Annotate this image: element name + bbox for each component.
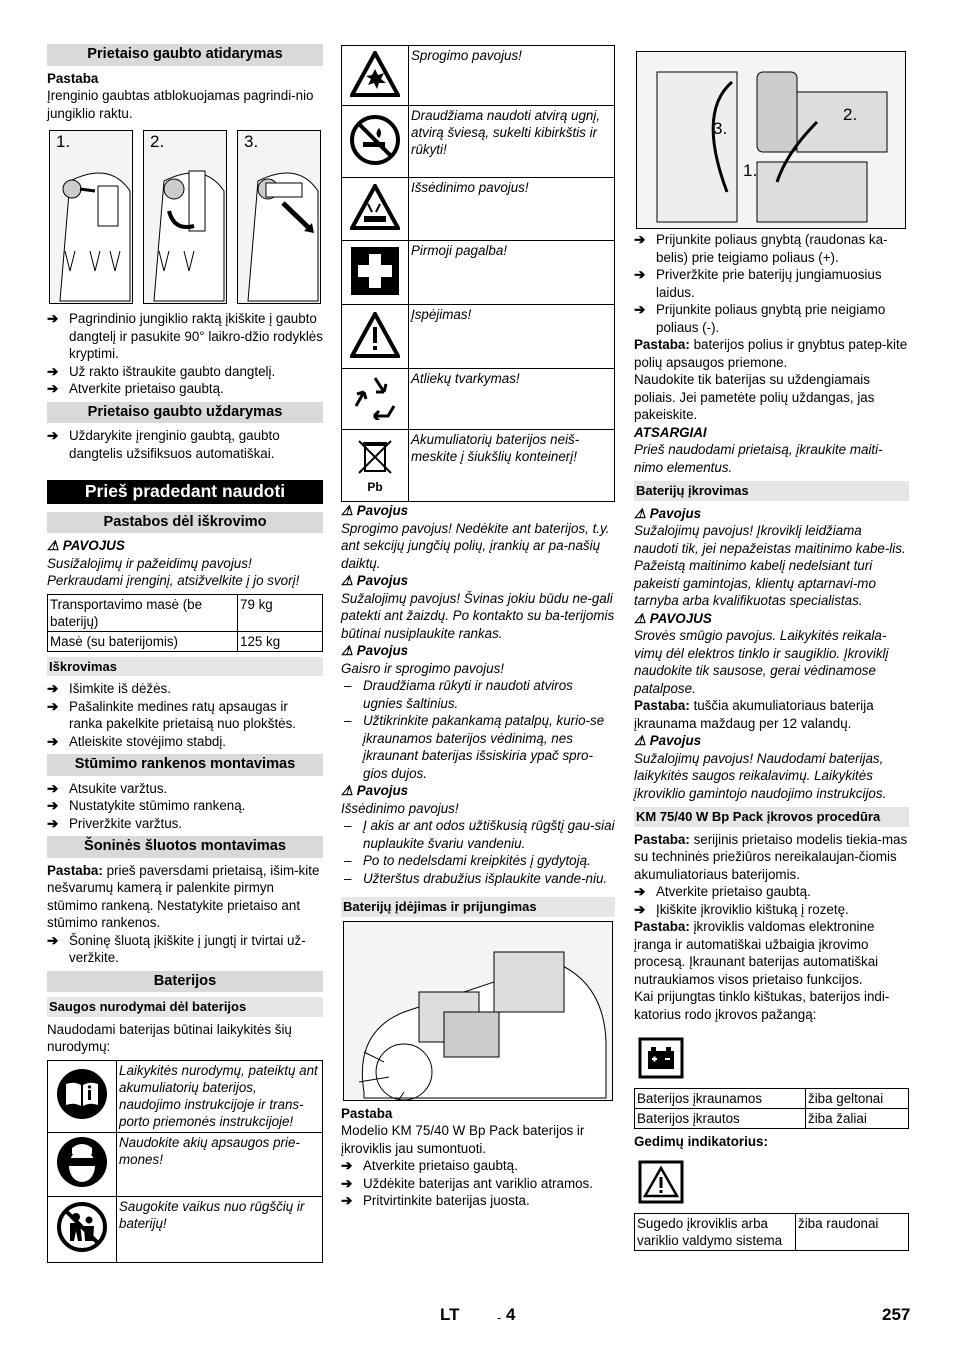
warning-text: Išsėdinimo pavojus!: [341, 800, 459, 816]
arrow-icon: ➔: [47, 381, 59, 396]
figure-step-3: [237, 130, 321, 304]
paragraph: Naudokite tik baterijas su uždengiamais poliais. Jei pametėte polių uždangas, jas pakeiskite.: [634, 372, 875, 422]
caution-text: Prieš naudodami prietaisą, įkraukite maiti-nimo elementus.: [634, 442, 883, 475]
arrow-icon: ➔: [634, 267, 646, 282]
arrow-icon: ➔: [47, 815, 59, 831]
footer-section-number: 4: [506, 1305, 516, 1324]
arrow-icon: ➔: [634, 884, 646, 899]
warning-text: Gaisro ir sprogimo pavojus!: [341, 660, 504, 676]
figure-step-1: [49, 130, 133, 304]
figure-number: 1.: [743, 161, 758, 180]
list-item: – Į akis ar ant odos užtiškusią rūgštį gau-siai nuplaukite švariu vandeniu.: [344, 818, 615, 851]
table-row: Pirmoji pagalba!: [342, 241, 615, 305]
cover-pull-illustration: [238, 131, 320, 303]
warning-icon: [342, 305, 409, 369]
table-row: Draudžiama naudoti atvirą ugnį, atvirą šviesą, sukelti kibirkštis ir rūkyti!: [342, 106, 615, 178]
list-item: ➔ Pašalinkite medines ratų apsaugas ir ranka pakelkite prietaisą nuo plokštės.: [47, 698, 297, 731]
arrow-icon: ➔: [47, 311, 59, 326]
key-insert-illustration: [50, 131, 132, 303]
arrow-icon: ➔: [47, 932, 59, 948]
step-number: 3.: [244, 132, 259, 151]
cover-opening-figure: [47, 128, 323, 308]
warning-label: ⚠ Pavojus: [634, 733, 702, 748]
children-icon: [48, 1196, 117, 1262]
list-item: ➔ Priveržkite prie baterijų jungiamuosius laidus.: [634, 267, 882, 300]
note-label: Pastaba: [47, 70, 99, 86]
battery-connect-figure: [636, 51, 906, 229]
open-steps-list: [47, 310, 323, 398]
fault-warning-icon: [638, 1160, 909, 1209]
warning-label: ⚠ PAVOJUS: [634, 610, 712, 626]
arrow-icon: ➔: [341, 1193, 353, 1208]
fault-label: Gedimų indikatorius:: [634, 1133, 768, 1149]
caution-label: ATSARGIAI: [634, 424, 707, 440]
list-item: ➔ Priveržkite varžtus.: [47, 815, 183, 831]
table-row: Baterijos įkrautos žiba žaliai: [635, 1108, 909, 1128]
list-item: ➔ Atverkite prietaiso gaubtą.: [634, 884, 811, 899]
table-row: Sugedo įkroviklis arba variklio valdymo sistema žiba raudonai: [635, 1213, 909, 1250]
arrow-icon: ➔: [47, 363, 59, 379]
warning-label: ⚠ Pavojus: [341, 503, 409, 518]
arrow-icon: ➔: [634, 232, 646, 247]
note-text: Įrenginio gaubtas atblokuojamas pagrindi-nio jungiklio raktu.: [47, 88, 314, 121]
warning-triangle-icon: ⚠: [634, 733, 647, 748]
list-item: ➔ Išimkite iš dėžės.: [47, 681, 171, 696]
note: Pastaba: baterijos polius ir gnybtus patep-kite polių apsaugos priemone.: [634, 337, 908, 370]
table-row: Saugokite vaikus nuo rūgščių ir baterijų!: [48, 1196, 323, 1262]
table-row: Naudokite akių apsaugos prie-mones!: [48, 1132, 323, 1196]
heading-battery-safety: Saugos nurodymai dėl baterijos: [47, 997, 323, 1017]
list-item: ➔ Pagrindinio jungiklio raktą įkiškite į gaubto dangtelį ir pasukite 90° laikro-džio rodyklės kryptimi.: [47, 311, 323, 361]
note-label: Pastaba: [341, 1105, 393, 1121]
corrosive-icon: [342, 178, 409, 241]
table-row: Išsėdinimo pavojus!: [342, 178, 615, 241]
warning-triangle-icon: ⚠: [341, 783, 354, 798]
warning-text: Sprogimo pavojus! Nedėkite ant baterijos, t.y. ant sekcijų jungčių polių, įrankių ar pa-našių daiktų.: [341, 520, 610, 571]
weight-table: [47, 594, 323, 652]
list-item: ➔ Šoninę šluotą įkiškite į jungtį ir tvirtai už-veržkite.: [47, 932, 306, 965]
battery-indicator-icon: [638, 1037, 909, 1084]
heading-charging-procedure: KM 75/40 W Bp Pack įkrovos procedūra: [634, 807, 909, 827]
note: Pastaba: įkroviklis valdomas elektronine įranga ir automatiškai užbaigia įkrovimo procesą. Įkraunant baterijas automatiškai nutraukiamos visos prietaiso funkcijos.: [634, 919, 879, 987]
arrow-icon: ➔: [47, 698, 59, 714]
page-number: 257: [882, 1305, 911, 1324]
table-row: Pb Akumuliatorių baterijos neiš-meskite į šiukšlių konteinerį!: [342, 430, 615, 502]
warning-triangle-icon: ⚠: [341, 503, 354, 518]
list-item: – Užtikrinkite pakankamą patalpų, kurio-se įkraunamos baterijos vėdinimą, nes įkraunant baterijas išsiskiria ypač spro-gios dujos.: [344, 713, 605, 781]
list-item: ➔ Už rakto ištraukite gaubto dangtelį.: [47, 363, 276, 379]
warning-text: Sužalojimų pavojus! Naudodami baterijas, laikykitės saugos reikalavimų. Laikykitės įkroviklio gamintojo naudojimo instrukcijos.: [634, 750, 887, 801]
footer-language: LT: [440, 1305, 460, 1324]
danger-label: ⚠ PAVOJUS: [47, 538, 125, 553]
side-note: Pastaba: prieš paversdami prietaisą, išim-kite nešvarumų kamerą ir palenkite pirmyn stūmimo rankeną. Nestatykite prietaiso ant stūmimo rankenos.: [47, 862, 320, 930]
heading-open-cover: Prietaiso gaubto atidarymas: [47, 44, 323, 66]
step-number: 1.: [56, 132, 71, 151]
list-item: ➔ Įkiškite įkroviklio kištuką į rozetę.: [634, 901, 849, 917]
list-item: – Po to nedelsdami kreipkitės į gydytoją.: [344, 853, 591, 868]
heading-close-cover: Prietaiso gaubto uždarymas: [47, 402, 323, 424]
list-item: ➔ Uždėkite baterijas ant variklio atramos.: [341, 1175, 593, 1191]
warning-triangle-icon: ⚠: [634, 505, 647, 521]
figure-number: 2.: [843, 105, 858, 124]
note: Pastaba: tuščia akumuliatoriaus baterija įkraunama maždaug per 12 valandų.: [634, 698, 874, 731]
heading-before-use: Prieš pradedant naudoti: [47, 480, 323, 504]
step-number: 2.: [150, 132, 165, 151]
table-row: Sprogimo pavojus!: [342, 46, 615, 106]
table-row: Masė (su baterijomis) 125 kg: [48, 631, 323, 651]
warning-label: ⚠ Pavojus: [341, 643, 409, 658]
table-row: Baterijos įkraunamos žiba geltonai: [635, 1088, 909, 1108]
note: Pastaba: serijinis prietaiso modelis tiekia-mas su techninės priežiūros nereikalaujan-čiomis akumuliatoriaus baterijomis.: [634, 831, 908, 882]
danger-text: Susižalojimų ir pažeidimų pavojus! Perkraudami įrenginį, atsižvelkite į jo svorį!: [47, 555, 300, 588]
list-item: ➔ Atleiskite stovėjimo stabdį.: [47, 733, 227, 749]
warning-label: ⚠ Pavojus: [341, 573, 409, 588]
column-left: [47, 44, 323, 1263]
safety-symbols-table: [47, 1060, 323, 1263]
hazard-symbols-table: [341, 45, 615, 502]
warning-triangle-icon: ⚠: [341, 643, 354, 658]
list-item: ➔ Atsukite varžtus.: [47, 780, 168, 796]
figure-step-2: [143, 130, 227, 304]
heading-unload: Iškrovimas: [47, 657, 323, 677]
first-aid-icon: [342, 241, 409, 305]
list-item: – Draudžiama rūkyti ir naudoti atviros ugnies šaltinius.: [344, 678, 573, 711]
table-row: Laikykitės nurodymų, pateiktų ant akumuliatorių baterijos, naudojimo instrukcijoje ir trans-porto priemonės instrukcijoje!: [48, 1060, 323, 1132]
warning-text: Srovės smūgio pavojus. Laikykitės reikala-vimų dėl elektros tinklo ir saugiklio. Įkroviklį naudokite tik sausose, gerai vėdinamose patalpose.: [634, 628, 889, 696]
manual-icon: [48, 1060, 117, 1132]
note-text: Modelio KM 75/40 W Bp Pack baterijos ir įkroviklis jau sumontuoti.: [341, 1123, 585, 1156]
heading-charging: Baterijų įkrovimas: [634, 481, 909, 501]
explosion-icon: [342, 46, 409, 106]
warning-label: ⚠ Pavojus: [341, 783, 409, 798]
arrow-icon: ➔: [47, 733, 59, 749]
warning-text: Sužalojimų pavojus! Švinas jokiu būdu ne-gali patekti ant žaizdų. Po kontakto su ba-terijomis būtinai nusiplaukite rankas.: [341, 590, 615, 641]
heading-side-broom: Šoninės šluotos montavimas: [47, 836, 323, 858]
footer-separator: -: [497, 1310, 502, 1325]
recycle-icon: [342, 369, 409, 430]
paragraph: Kai prijungtas tinklo kištukas, baterijos indi-katorius rodo įkrovos pažangą:: [634, 989, 890, 1022]
list-item: ➔ Prijunkite poliaus gnybtą prie neigiamo poliaus (-).: [634, 302, 886, 335]
heading-batteries: Baterijos: [47, 971, 323, 993]
warning-label: ⚠ Pavojus: [634, 505, 702, 521]
arrow-icon: ➔: [47, 681, 59, 696]
battery-insert-figure: [343, 921, 613, 1101]
warning-triangle-icon: ⚠: [634, 610, 647, 626]
heading-unload-notes: Pastabos dėl iškrovimo: [47, 512, 323, 534]
column-middle: [341, 45, 615, 1210]
list-item: ➔ Pritvirtinkite baterijas juosta.: [341, 1193, 530, 1208]
list-item: ➔ Prijunkite poliaus gnybtą (raudonas ka-belis) prie teigiamo poliaus (+).: [634, 232, 888, 265]
figure-number: 3.: [713, 119, 728, 138]
list-item: – Užterštus drabužius išplaukite vande-niu.: [344, 870, 608, 886]
battery-wiring-illustration: [637, 52, 905, 228]
machine-battery-illustration: [344, 922, 612, 1100]
safety-intro: Naudodami baterijas būtinai laikykitės šių nurodymų:: [47, 1021, 292, 1054]
arrow-icon: ➔: [634, 302, 646, 317]
warning-triangle-icon: ⚠: [341, 573, 354, 588]
arrow-icon: ➔: [634, 901, 646, 917]
list-item: ➔ Nustatykite stūmimo rankeną.: [47, 798, 246, 813]
list-item: ➔ Atverkite prietaiso gaubtą.: [47, 381, 224, 396]
column-right: [634, 51, 909, 1255]
arrow-icon: ➔: [341, 1158, 353, 1173]
fault-table: [634, 1213, 909, 1251]
warning-text: Sužalojimų pavojus! Įkroviklį leidžiama naudoti tik, jei nepažeistas maitinimo kabe-lis. Pažeistą maitinimo kabelį nedelsiant turi pakeisti gamintojas, klientų aptarnavi-mo tarnyba arba kvalifikuotas specialistas.: [634, 523, 906, 608]
table-row: Transportavimo masė (be baterijų) 79 kg: [48, 594, 323, 631]
arrow-icon: ➔: [341, 1175, 353, 1191]
heading-insert-batteries: Baterijų įdėjimas ir prijungimas: [341, 897, 615, 917]
goggles-icon: [48, 1132, 117, 1196]
arrow-icon: ➔: [47, 428, 59, 443]
no-fire-icon: [342, 106, 409, 178]
bin-pb-icon: Pb: [342, 430, 409, 502]
arrow-icon: ➔: [47, 780, 59, 796]
table-row: Atliekų tvarkymas!: [342, 369, 615, 430]
warning-triangle-icon: ⚠: [47, 538, 60, 553]
list-item: ➔ Atverkite prietaiso gaubtą.: [341, 1158, 518, 1173]
key-turn-illustration: [144, 131, 226, 303]
arrow-icon: ➔: [47, 798, 59, 813]
list-item: ➔ Uždarykite įrenginio gaubtą, gaubto dangtelis užsifiksuos automatiškai.: [47, 428, 280, 461]
indicator-table: [634, 1088, 909, 1129]
table-row: Įspėjimas!: [342, 305, 615, 369]
heading-push-handle: Stūmimo rankenos montavimas: [47, 754, 323, 776]
